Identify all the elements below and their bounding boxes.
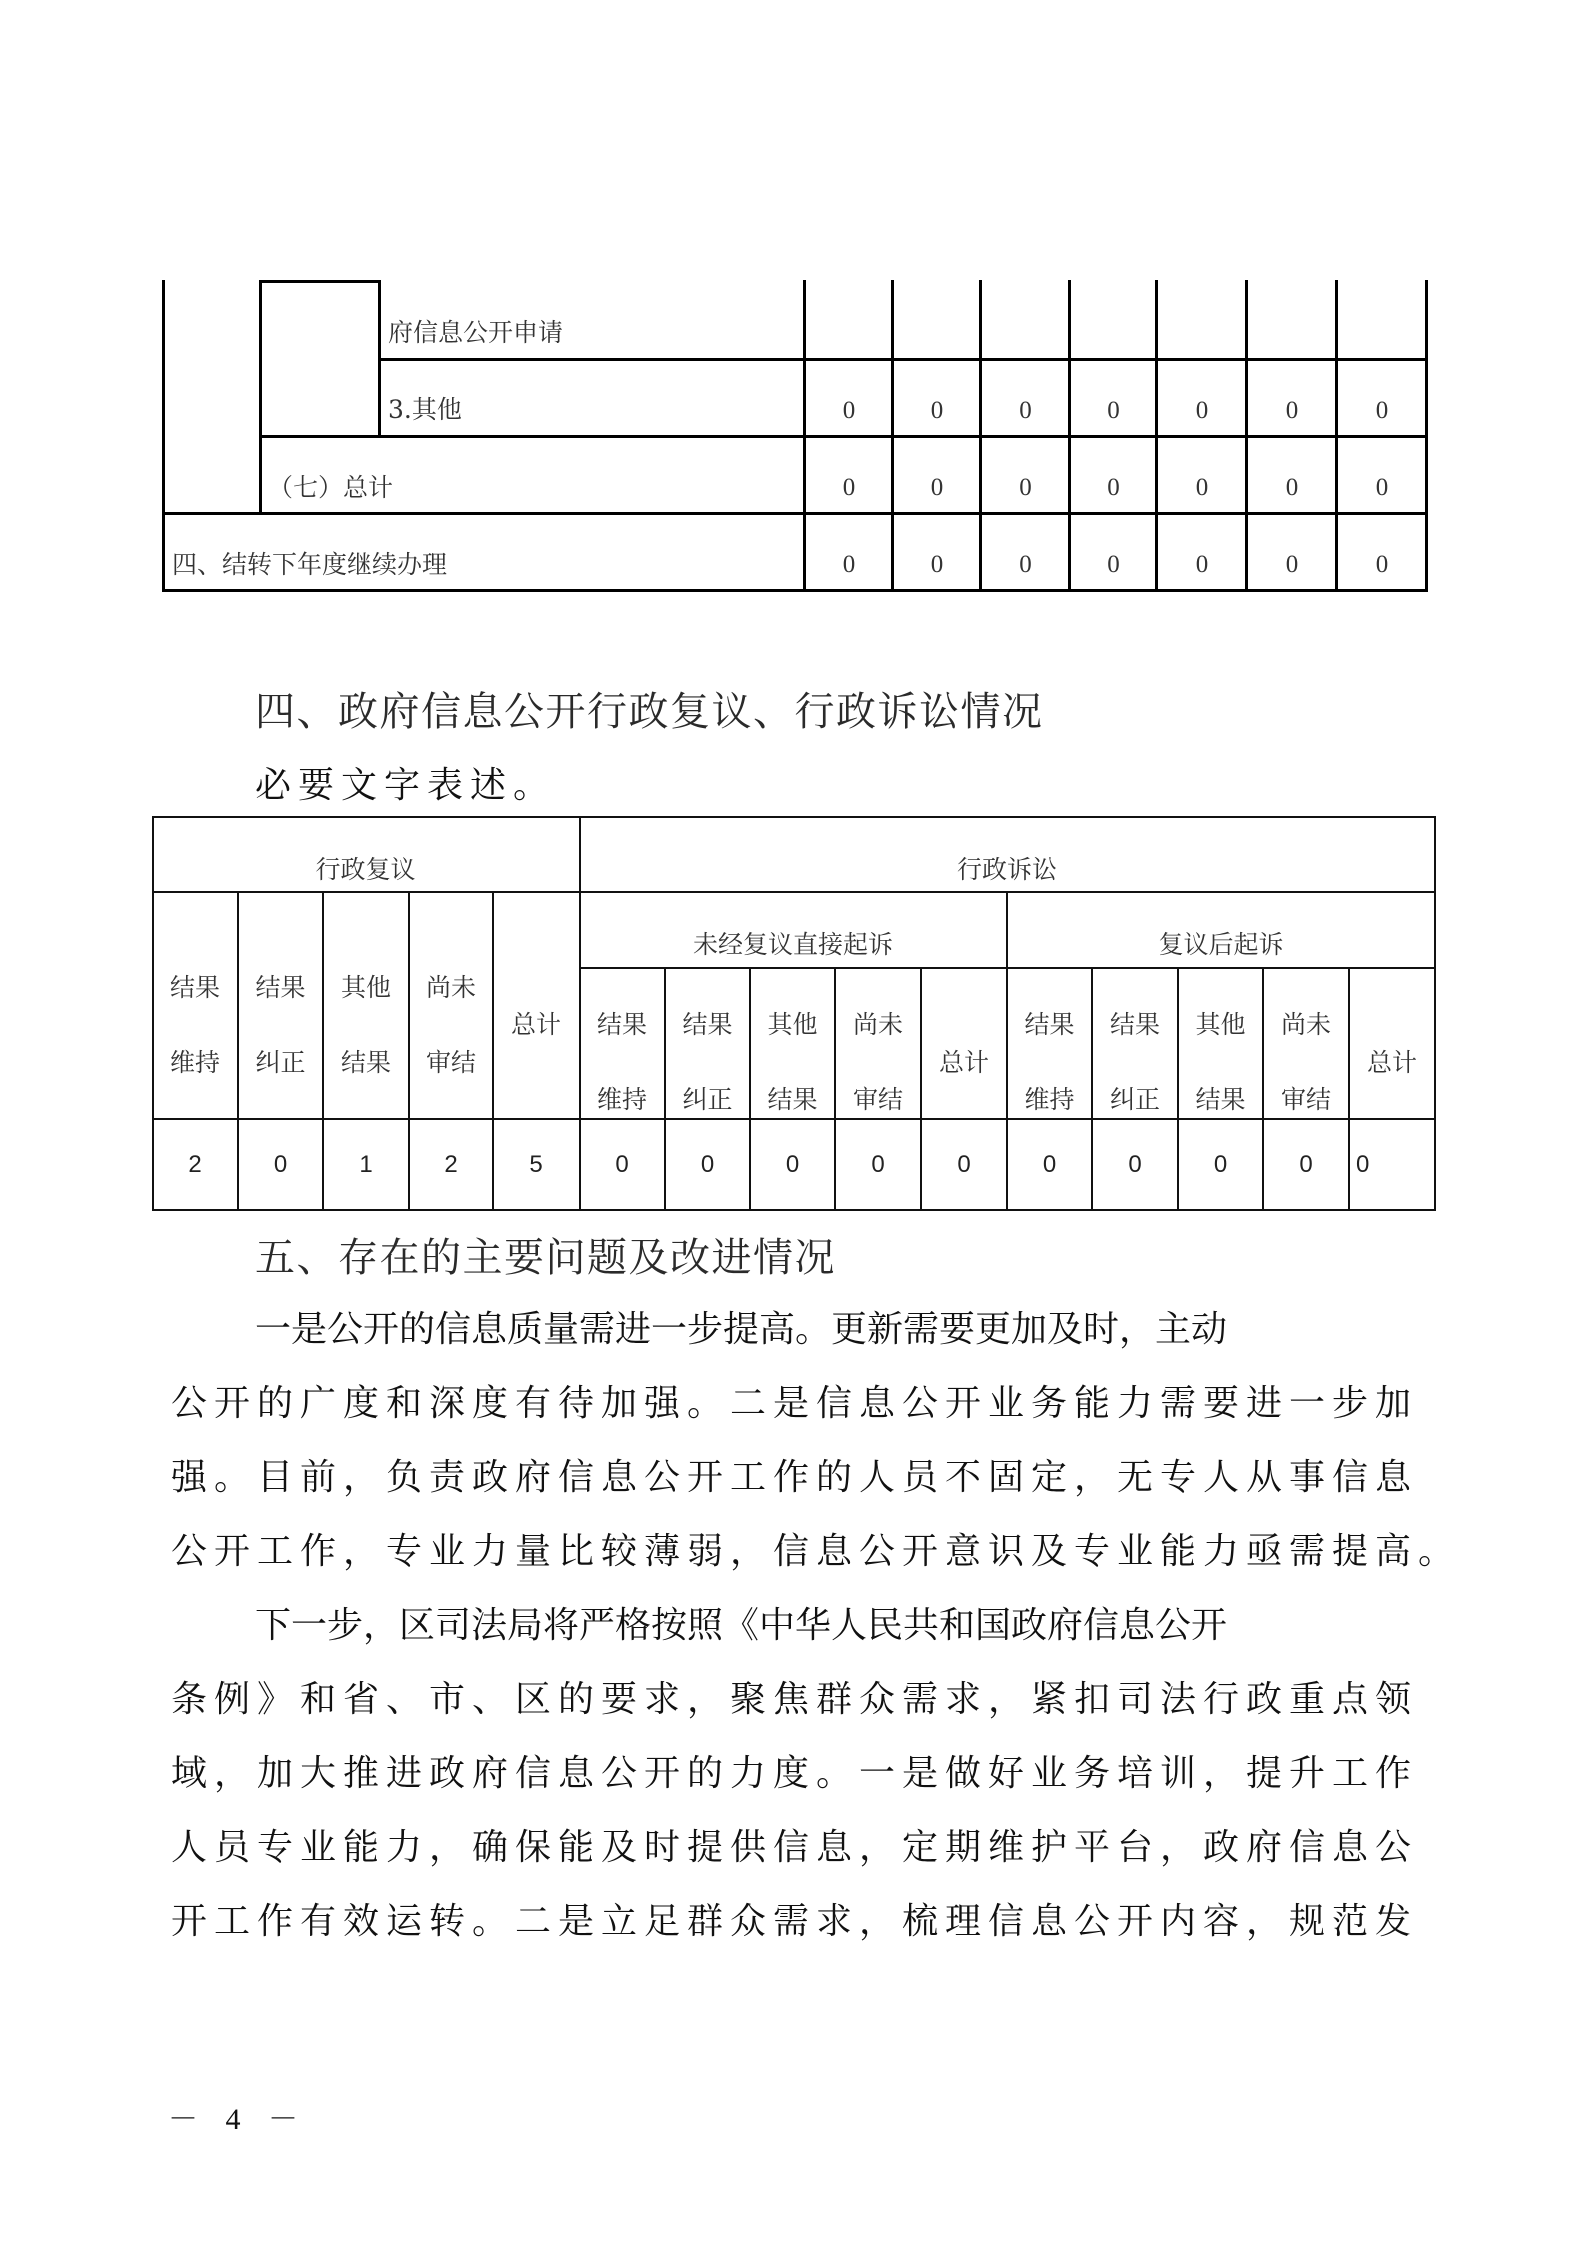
table-cell: 0 — [1285, 397, 1299, 424]
paragraph-line: 人员专业能力，确保能及时提供信息，定期维护平台，政府信息公 — [171, 1827, 1419, 1868]
table-cell: 0 — [930, 397, 944, 424]
table-cell: 0 — [1042, 1151, 1057, 1178]
table-cell: 0 — [1213, 1151, 1228, 1178]
table-border — [259, 280, 381, 283]
table-border — [259, 435, 1428, 438]
table-border — [378, 358, 1428, 361]
table-border — [162, 280, 165, 592]
page-number: － 4 － — [168, 2103, 308, 2136]
table-cell: 1 — [359, 1151, 373, 1178]
paragraph-line: 公开的广度和深度有待加强。二是信息公开业务能力需要进一步加 — [171, 1383, 1419, 1424]
table-cell: 0 — [1195, 397, 1209, 424]
col-header: 尚未 审结 — [852, 1010, 903, 1114]
group-header-review: 行政复议 — [315, 855, 416, 884]
col-header: 结果 纠正 — [1109, 1010, 1160, 1114]
section-heading: 五、存在的主要问题及改进情况 — [255, 1235, 836, 1281]
table-border — [259, 280, 262, 514]
col-header: 总计 — [938, 1048, 989, 1077]
table-cell: 0 — [930, 551, 944, 578]
table-cell: 0 — [1356, 1151, 1370, 1178]
table-cell: 0 — [1375, 551, 1389, 578]
row-label: 四、结转下年度继续办理 — [172, 550, 448, 579]
table-cell: 0 — [273, 1151, 288, 1178]
col-header: 其他 结果 — [1195, 1010, 1246, 1114]
subgroup-header-after: 复议后起诉 — [1158, 930, 1284, 959]
table-cell: 0 — [930, 474, 944, 501]
table-cell: 0 — [1195, 551, 1209, 578]
row-label: 3.其他 — [388, 395, 462, 424]
col-header: 结果 维持 — [596, 1010, 647, 1114]
col-header: 总计 — [1366, 1048, 1417, 1077]
col-header: 结果 纠正 — [255, 973, 306, 1077]
table-cell: 0 — [1285, 474, 1299, 501]
section-intro: 必要文字表述。 — [255, 765, 557, 806]
col-header: 结果 纠正 — [682, 1010, 733, 1114]
table-cell: 0 — [1299, 1151, 1313, 1178]
table-cell: 0 — [1019, 474, 1032, 501]
table-cell: 5 — [529, 1151, 543, 1178]
paragraph-line: 一是公开的信息质量需进一步提高。更新需要更加及时，主动 — [255, 1309, 1228, 1350]
row-label: （七）总计 — [268, 473, 394, 502]
col-header: 尚未 审结 — [1280, 1010, 1331, 1114]
paragraph-line: 域，加大推进政府信息公开的力度。一是做好业务培训，提升工作 — [171, 1753, 1419, 1794]
row-label: 府信息公开申请 — [388, 318, 564, 347]
table-cell: 2 — [188, 1151, 202, 1178]
table-cell: 0 — [1107, 551, 1120, 578]
subgroup-header-direct: 未经复议直接起诉 — [692, 930, 893, 959]
paragraph-line: 开工作有效运转。二是立足群众需求，梳理信息公开内容，规范发 — [171, 1901, 1419, 1942]
table-cell: 0 — [1375, 474, 1389, 501]
table-cell: 0 — [785, 1151, 800, 1178]
paragraph-line: 公开工作，专业力量比较薄弱，信息公开意识及专业能力亟需提高。 — [171, 1531, 1462, 1572]
table-cell: 2 — [444, 1151, 458, 1178]
table-cell: 0 — [1375, 397, 1389, 424]
table-cell: 0 — [871, 1151, 885, 1178]
table-cell: 0 — [1195, 474, 1209, 501]
table-border — [162, 512, 1428, 515]
group-header-litigation: 行政诉讼 — [956, 855, 1057, 884]
col-header: 其他 结果 — [767, 1010, 818, 1114]
table-cell: 0 — [842, 474, 856, 501]
table-cell: 0 — [1107, 474, 1120, 501]
table-cell: 0 — [615, 1151, 629, 1178]
table-border — [162, 589, 1428, 592]
col-header: 结果 维持 — [169, 973, 220, 1077]
table-cell: 0 — [700, 1151, 715, 1178]
section-heading: 四、政府信息公开行政复议、行政诉讼情况 — [255, 689, 1044, 735]
table-cell: 0 — [1128, 1151, 1142, 1178]
table-cell: 0 — [842, 551, 856, 578]
table-cell: 0 — [842, 397, 856, 424]
table-cell: 0 — [957, 1151, 971, 1178]
table-cell: 0 — [1285, 551, 1299, 578]
table-cell: 0 — [1019, 397, 1032, 424]
paragraph-line: 强。目前，负责政府信息公开工作的人员不固定，无专人从事信息 — [171, 1457, 1419, 1498]
col-header: 结果 维持 — [1024, 1010, 1075, 1114]
table-cell: 0 — [1019, 551, 1032, 578]
paragraph-line: 条例》和省、市、区的要求，聚焦群众需求，紧扣司法行政重点领 — [171, 1679, 1419, 1720]
col-header: 总计 — [510, 1010, 561, 1039]
table-border — [152, 1209, 1436, 1211]
table-cell: 0 — [1107, 397, 1120, 424]
table-border — [152, 816, 1436, 818]
paragraph-line: 下一步，区司法局将严格按照《中华人民共和国政府信息公开 — [255, 1605, 1228, 1646]
table-border — [152, 891, 1436, 893]
col-header: 尚未 审结 — [425, 973, 476, 1077]
col-header: 其他 结果 — [340, 973, 391, 1077]
